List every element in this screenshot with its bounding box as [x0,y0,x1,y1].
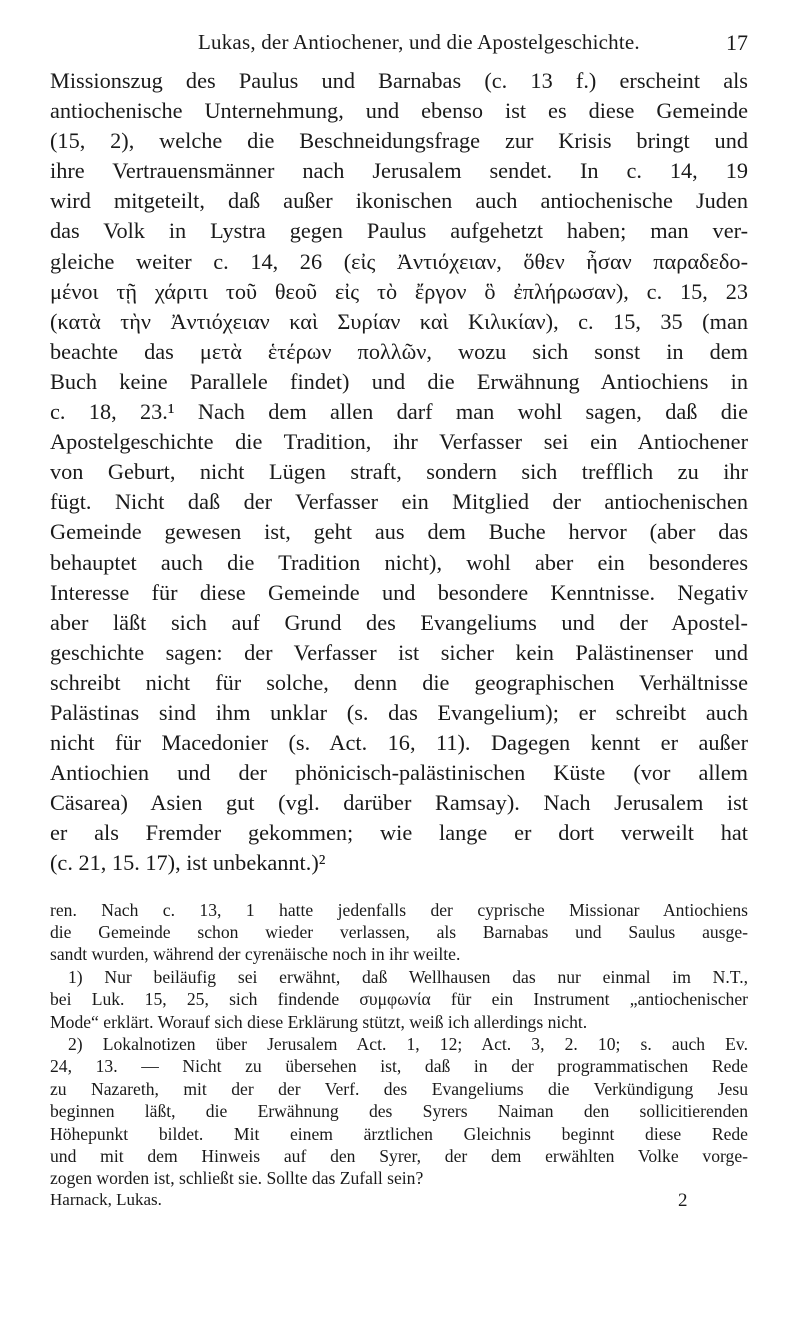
running-head: Lukas, der Antiochener, und die Apostelgeschichte. [198,30,640,54]
printer-signature [50,1190,748,1214]
body-line: nicht für Macedonier (s. Act. 16, 11). Dagegen kennt er außer [50,730,748,756]
page-number: 17 [726,30,748,55]
body-line: Apostelgeschichte die Tradition, ihr Verfasser sei ein Antiochener [50,429,748,455]
body-line: Buch keine Parallele findet) und die Erwähnung Antiochiens in [50,368,748,394]
footnote-line: Mode“ erklärt. Worauf sich diese Erklärung stützt, weiß ich allerdings nicht. [50,1011,588,1032]
footnote-line: Höhepunkt bildet. Mit einem ärztlichen Gleichnis beginnt diese Rede [50,1123,748,1144]
footnote-line: sandt wurden, während der cyrenäische noch in ihr weilte. [50,944,461,965]
body-line: Palästinas sind ihm unklar (s. das Evangelium); er schreibt auch [50,699,748,725]
body-line: gleiche weiter c. 14, 26 (εἰς Ἀντιόχειαν, ὅθεν ἦσαν παραδεδο- [50,248,748,274]
body-line: (15, 2), welche die Beschneidungsfrage zur Krisis bringt und [50,128,748,154]
footnote-line: ren. Nach c. 13, 1 hatte jedenfalls der cyprische Missionar Antiochiens [50,899,748,920]
body-line: behauptet auch die Tradition nicht), wohl aber ein besonderes [50,549,748,575]
footnote-line: die Gemeinde schon wieder verlassen, als Barnabas und Saulus ausge- [50,921,748,942]
body-line: beachte das μετὰ ἑτέρων πολλῶν, wozu sich sonst in dem [50,338,748,364]
body-line: Missionszug des Paulus und Barnabas (c. 13 f.) erscheint als [50,68,748,93]
page-header [50,22,748,66]
body-line: fügt. Nicht daß der Verfasser ein Mitglied der antiochenischen [50,489,748,515]
body-line: das Volk in Lystra gegen Paulus aufgehetzt haben; man ver- [50,218,748,244]
body-line: Interesse für diese Gemeinde und besondere Kenntnisse. Negativ [50,579,748,605]
footnote-line: 1) Nur beiläufig sei erwähnt, daß Wellhausen das nur einmal im N.T., [68,966,748,987]
body-line: Cäsarea) Asien gut (vgl. darüber Ramsay). Nach Jerusalem ist [50,790,748,816]
signature-sheet-number: 2 [678,1189,688,1211]
body-line: antiochenische Unternehmung, und ebenso ist es diese Gemeinde [50,98,748,124]
body-line: (κατὰ τὴν Ἀντιόχειαν καὶ Συρίαν καὶ Κιλικίαν), c. 15, 35 (man [50,308,748,334]
footnote-line: beginnen läßt, die Erwähnung des Syrers Naiman den sollicitierenden [50,1101,748,1122]
body-line: c. 18, 23.¹ Nach dem allen darf man wohl sagen, daß die [50,399,748,425]
body-line: aber läßt sich auf Grund des Evangeliums und der Apostel- [50,609,748,635]
signature-author: Harnack, Lukas. [50,1189,162,1209]
body-line: von Geburt, nicht Lügen straft, sondern sich trefflich zu ihr [50,459,748,485]
body-line: Antiochien und der phönicisch-palästinischen Küste (vor allem [50,760,748,786]
body-line: μένοι τῇ χάριτι τοῦ θεοῦ εἰς τὸ ἔργον ὃ ἐπλήρωσαν), c. 15, 23 [50,278,748,304]
footnotes [50,899,748,1190]
footnote-line: bei Luk. 15, 25, sich findende συμφωνία für ein Instrument „antiochenischer [50,989,748,1010]
footnote-line: zogen worden ist, schließt sie. Sollte das Zufall sein? [50,1168,424,1189]
footnote-line: und mit dem Hinweis auf den Syrer, der dem erwählten Volke vorge- [50,1146,748,1166]
body-line: Gemeinde gewesen ist, geht aus dem Buche hervor (aber das [50,519,748,545]
body-line: geschichte sagen: der Verfasser ist sicher kein Palästinenser und [50,639,748,665]
footnote-line: 24, 13. — Nicht zu übersehen ist, daß in der programmatischen Rede [50,1056,748,1077]
body-line: ihre Vertrauensmänner nach Jerusalem sendet. In c. 14, 19 [50,158,748,184]
body-line: (c. 21, 15. 17), ist unbekannt.)² [50,850,326,876]
body-line: wird mitgeteilt, daß außer ikonischen auch antiochenische Juden [50,188,748,214]
body-text [50,66,748,879]
footnote-line: 2) Lokalnotizen über Jerusalem Act. 1, 12; Act. 3, 2. 10; s. auch Ev. [68,1033,748,1054]
body-line: er als Fremder gekommen; wie lange er dort verweilt hat [50,820,748,846]
footnote-line: zu Nazareth, mit der der Verf. des Evangeliums die Verkündigung Jesu [50,1078,748,1099]
body-line: schreibt nicht für solche, denn die geographischen Verhältnisse [50,669,748,695]
